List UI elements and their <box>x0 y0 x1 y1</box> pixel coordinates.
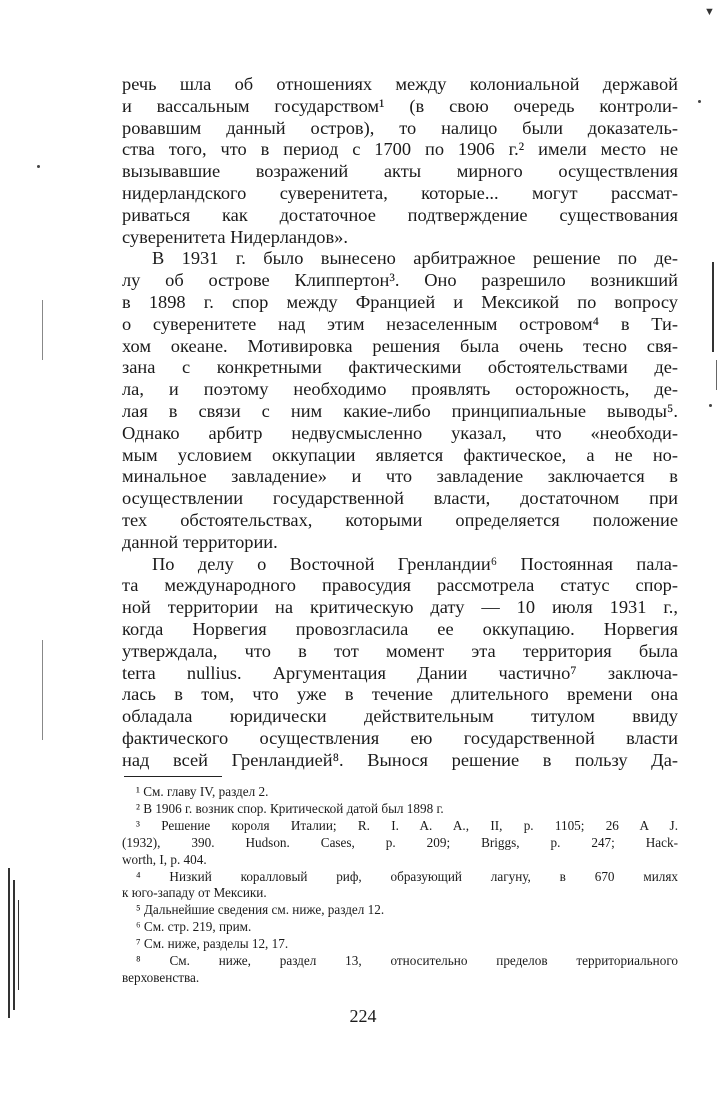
footnote: ² В 1906 г. возник спор. Критической датой был 1898 г. <box>136 800 444 816</box>
body-line: данной территории. <box>122 531 278 552</box>
scan-edge-mark <box>716 360 717 390</box>
footnote: ⁶ См. стр. 219, прим. <box>136 919 252 935</box>
body-line: terra nullius. Аргументация Дании частично⁷ заключа- <box>122 662 678 683</box>
body-line: нидерландского суверенитета, которые... могут рассмат- <box>122 182 678 203</box>
body-line: в 1898 г. спор между Францией и Мексикой по вопросу <box>122 291 678 312</box>
body-line: когда Норвегия провозгласила ее оккупацию. Норвегия <box>122 618 678 639</box>
footnote: к юго-западу от Мексики. <box>122 885 267 901</box>
footnote: ⁸ См. ниже, раздел 13, относительно пределов территориального <box>136 953 678 969</box>
body-line: утверждала, что в тот момент эта территория была <box>122 640 678 661</box>
footnote: ⁴ Низкий коралловый риф, образующий лагуну, в 670 милях <box>136 868 678 884</box>
footnotes <box>122 784 678 987</box>
body-line: минальное завладение» и что завладение заключается в <box>122 466 678 487</box>
footnote-separator <box>124 776 222 777</box>
body-line: мым условием оккупации является фактическое, а не но- <box>122 444 678 465</box>
body-line: ровавшим данный остров), то налицо были доказатель- <box>122 117 678 138</box>
footnote: worth, I, p. 404. <box>122 851 207 867</box>
body-line: тех обстоятельствах, которыми определяется положение <box>122 509 678 530</box>
scan-edge-mark <box>18 900 19 990</box>
body-line: и вассальным государством¹ (в свою очередь контроли- <box>122 95 678 116</box>
footnote: ⁷ См. ниже, разделы 12, 17. <box>136 936 289 952</box>
scan-dot <box>37 165 40 168</box>
corner-triangle-icon: ▼ <box>704 6 715 18</box>
footnote: ⁵ Дальнейшие сведения см. ниже, раздел 12. <box>136 902 385 918</box>
body-line: лась в том, что уже в течение длительного времени она <box>122 684 678 705</box>
body-line: обладала юридически действительным титулом ввиду <box>122 706 678 727</box>
footnote: (1932), 390. Hudson. Cases, p. 209; Briggs, p. 247; Hack- <box>122 834 678 850</box>
page-number: 224 <box>349 1006 377 1026</box>
body-line: речь шла об отношениях между колониальной державой <box>122 74 678 94</box>
scan-edge-mark <box>42 300 43 360</box>
body-line: ной территории на критическую дату — 10 июля 1931 г., <box>122 597 678 618</box>
body-line: о суверенитете над этим незаселенным островом⁴ в Ти- <box>122 313 678 334</box>
body-line: В 1931 г. было вынесено арбитражное решение по де- <box>152 248 678 269</box>
body-line: вызывавшие возражений акты мирного осуществления <box>122 161 678 182</box>
scan-edge-mark <box>42 640 43 740</box>
footnote: ¹ См. главу IV, раздел 2. <box>136 784 269 799</box>
body-line: ства того, что в период с 1700 по 1906 г.² имели место не <box>122 139 678 160</box>
footnote: ³ Решение короля Италии; R. I. A. A., II, p. 1105; 26 A J. <box>136 817 678 833</box>
body-line: ла, и поэтому необходимо проявлять осторожность, де- <box>122 379 678 400</box>
body-line: лая в связи с ним какие-либо принципиальные выводы⁵. <box>122 400 678 421</box>
body-line: Однако арбитр недвусмысленно указал, что «необходи- <box>122 422 678 443</box>
scan-edge-mark <box>13 880 15 1010</box>
body-line: осуществлении государственной власти, достаточном при <box>122 488 678 509</box>
scan-edge-mark <box>8 868 10 1018</box>
scan-edge-mark <box>712 262 714 352</box>
body-line: над всей Гренландией⁸. Вынося решение в пользу Да- <box>122 749 678 770</box>
body-line: фактического осуществления ею государственной власти <box>122 727 678 748</box>
scan-dot <box>698 100 701 103</box>
body-line: та международного правосудия рассмотрела статус спор- <box>122 575 678 596</box>
body-line: лу об острове Клиппертон³. Оно разрешило возникший <box>122 270 678 291</box>
body-line: зана с конкретными фактическими обстоятельствами де- <box>122 357 678 378</box>
footnote: верховенства. <box>122 969 200 985</box>
body-line: хом океане. Мотивировка решения была очень тесно свя- <box>122 335 678 356</box>
body-text <box>122 74 678 772</box>
body-line: риваться как достаточное подтверждение существования <box>122 204 678 225</box>
scan-dot <box>709 404 712 407</box>
body-line: По делу о Восточной Гренландии⁶ Постоянная пала- <box>152 553 678 574</box>
body-line: суверенитета Нидерландов». <box>122 226 348 247</box>
